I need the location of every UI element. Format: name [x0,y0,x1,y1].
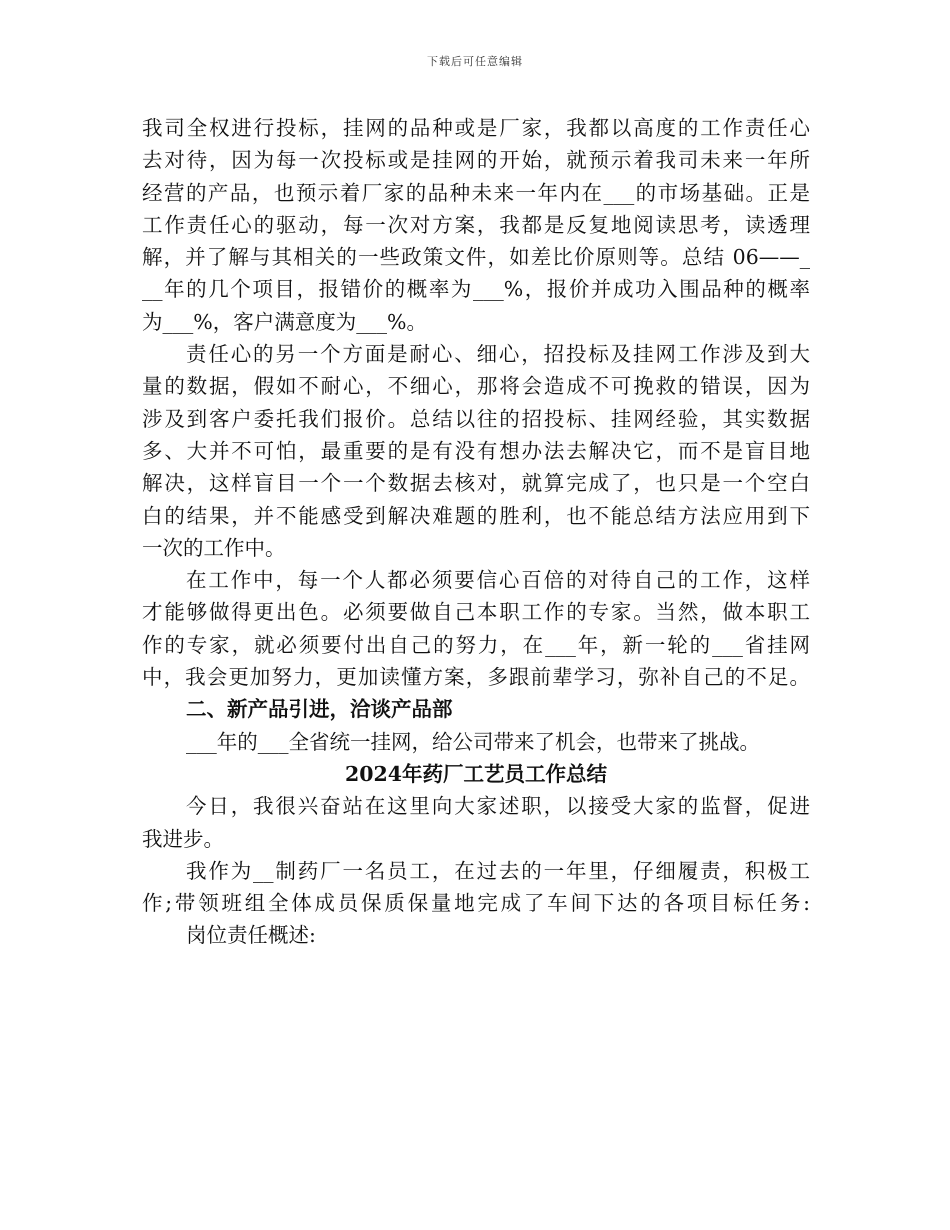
paragraph-2 [142,338,810,564]
text-line: 工作责任心的驱动，每一次对方案，我都是反复地阅读思考，读透理 [142,212,810,237]
paragraph-4 [142,790,810,855]
document-body [142,112,810,952]
text-line: 中，我会更加努力，更加读懂方案，多跟前辈学习，弥补自己的不足。 [142,665,810,690]
text-line: 我作为__制药厂一名员工，在过去的一年里，仔细履责，积极工 [186,858,810,883]
paragraph-1 [142,112,810,338]
text-line: 解决，这样盲目一个一个数据去核对，就算完成了，也只是一个空白 [142,471,810,496]
text-line: 解，并了解与其相关的一些政策文件，如差比价原则等。总结 06——_ [142,245,810,270]
paragraph-5 [142,855,810,920]
text-line: 经营的产品，也预示着厂家的品种未来一年内在___的市场基础。正是 [142,180,810,205]
text-line: 今日，我很兴奋站在这里向大家述职，以接受大家的监督，促进 [186,794,810,819]
text-line: 才能够做得更出色。必须要做自己本职工作的专家。当然，做本职工 [142,600,810,625]
text-line: 一次的工作中。 [142,535,286,560]
text-line: 我进步。 [142,826,224,851]
text-line: 作的专家，就必须要付出自己的努力，在___年，新一轮的___省挂网 [142,632,810,657]
page-header-note: 下载后可任意编辑 [427,55,523,68]
subheading: 岗位责任概述: [186,923,316,948]
text-line: __年的几个项目，报错价的概率为___%，报价并成功入围品种的概率 [142,277,810,302]
section-line: ___年的___全省统一挂网，给公司带来了机会，也带来了挑战。 [186,729,760,754]
text-line: 责任心的另一个方面是耐心、细心，招投标及挂网工作涉及到大 [186,342,810,367]
text-line: 为___%，客户满意度为___%。 [142,309,427,334]
text-line: 白的结果，并不能感受到解决难题的胜利，也不能总结方法应用到下 [142,503,810,528]
text-line: 涉及到客户委托我们报价。总结以往的招投标、挂网经验，其实数据 [142,406,810,431]
section-heading: 二、新产品引进，洽谈产品部 [186,697,453,722]
paragraph-3 [142,564,810,693]
text-line: 在工作中，每一个人都必须要信心百倍的对待自己的工作，这样 [186,568,810,593]
document-title: 2024年药厂工艺员工作总结 [344,761,608,786]
text-line: 我司全权进行投标，挂网的品种或是厂家，我都以高度的工作责任心 [142,116,810,140]
text-line: 作;带领班组全体成员保质保量地完成了车间下达的各项目标任务: [142,891,810,916]
text-line: 去对待，因为每一次投标或是挂网的开始，就预示着我司未来一年所 [142,148,810,173]
text-line: 多、大并不可怕，最重要的是有没有想办法去解决它，而不是盲目地 [142,438,810,463]
text-line: 量的数据，假如不耐心，不细心，那将会造成不可挽救的错误，因为 [142,374,810,399]
